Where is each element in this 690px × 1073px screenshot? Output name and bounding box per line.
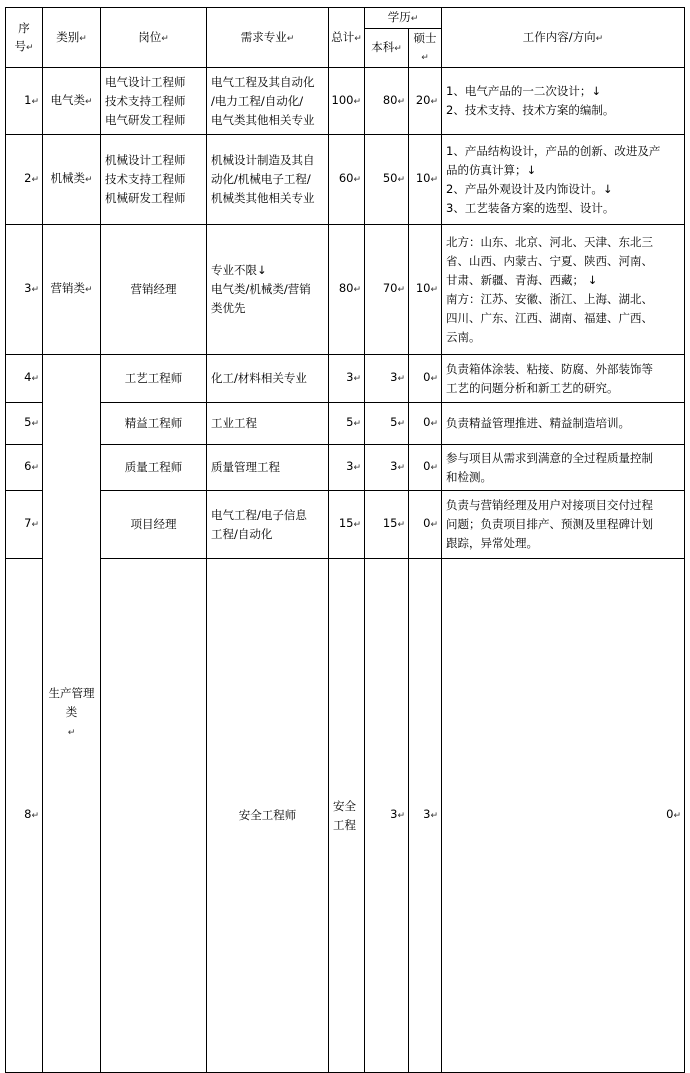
row-bachelor	[365, 135, 409, 225]
row-positions	[101, 68, 207, 135]
mark: ↵	[353, 419, 361, 429]
mark: ↵	[353, 374, 361, 384]
row-total-value: 3	[346, 370, 354, 384]
mark: ↵	[397, 419, 405, 429]
content-line: 品的仿真计算；↓	[446, 162, 537, 177]
mark: ↵	[430, 811, 439, 821]
major-line: 电气工程及其自动化	[211, 74, 315, 89]
position-line: 精益工程师	[124, 416, 183, 430]
major-line: 专业不限↓	[211, 263, 267, 277]
row-total-value: 100	[331, 92, 354, 107]
row-major	[207, 225, 329, 355]
content-line: 负责与营销经理及用户对接项目交付过程	[446, 498, 654, 512]
row-total-value: 3	[390, 807, 398, 821]
row-major	[207, 355, 329, 403]
header-content	[442, 8, 685, 68]
row-content	[442, 445, 685, 491]
row-major	[207, 68, 329, 135]
row-bachelor-value: 50	[382, 171, 398, 185]
mark: ↵	[353, 285, 361, 295]
row-positions	[101, 225, 207, 355]
row-bachelor-value: 3	[390, 370, 398, 384]
row-master-value: 0	[666, 807, 674, 821]
mark: ↵	[397, 285, 405, 295]
mark: ↵	[397, 811, 405, 821]
mark: ↵	[397, 374, 405, 384]
header-row-1	[6, 8, 685, 29]
major-line: 化工/材料相关专业	[211, 371, 307, 385]
mark: ↵	[84, 285, 93, 295]
mark: ↵	[84, 96, 93, 107]
row-master	[409, 445, 442, 491]
mark: ↵	[354, 33, 362, 44]
row-no-value: 8	[24, 807, 32, 821]
row-no	[6, 355, 43, 403]
row-content	[442, 68, 685, 135]
row-category	[43, 225, 101, 355]
row-master-value: 0	[423, 415, 431, 429]
row-master-value: 10	[415, 171, 431, 185]
content-line: 南方：江苏、安徽、浙江、上海、湖北、	[446, 291, 654, 306]
header-content-label: 工作内容/方向	[522, 29, 596, 44]
row-total-value: 5	[346, 415, 354, 429]
row-bachelor-value: 3	[390, 459, 398, 473]
row-no	[6, 445, 43, 491]
row-category-value: 营销类	[50, 281, 85, 295]
header-category	[43, 8, 101, 68]
header-bachelor-label: 本科	[371, 40, 395, 54]
major-line: 机械类其他相关专业	[211, 191, 315, 205]
mark: ↵	[673, 811, 682, 821]
mark: ↵	[353, 96, 361, 107]
position-line: 工艺工程师	[124, 371, 183, 385]
mark: ↵	[430, 374, 439, 384]
content-line: 省、山西、内蒙古、宁夏、陕西、河南、	[446, 253, 654, 268]
content-line: 北方：山东、北京、河北、天津、东北三	[446, 234, 654, 249]
row-no	[6, 403, 43, 445]
row-no-value: 5	[24, 415, 32, 429]
content-line: 问题；负责项目排产、预测及里程碑计划	[446, 517, 654, 531]
row-bachelor	[365, 445, 409, 491]
content-line: 云南。	[446, 329, 481, 344]
row-no	[6, 68, 43, 135]
row-master-value: 0	[423, 459, 431, 473]
header-master	[409, 29, 442, 68]
row-category	[43, 68, 101, 135]
row-total	[365, 559, 409, 1073]
row-bachelor-value: 80	[382, 92, 398, 107]
mark: ↵	[394, 44, 402, 54]
header-total-label: 总计	[331, 29, 355, 44]
row-master	[442, 559, 685, 1073]
position-line: 技术支持工程师	[105, 93, 186, 108]
row-content	[442, 491, 685, 559]
position-line: 机械研发工程师	[105, 191, 186, 205]
row-major	[207, 403, 329, 445]
row-master-value: 20	[415, 92, 431, 107]
major-line: 工业工程	[211, 416, 257, 430]
table-row	[6, 559, 685, 1073]
header-total	[329, 8, 365, 68]
row-master	[409, 355, 442, 403]
major-line: 质量管理工程	[211, 460, 280, 474]
mark: ↵	[31, 811, 39, 821]
row-bachelor-value: 70	[382, 281, 398, 295]
mark: ↵	[421, 53, 429, 63]
row-content	[442, 403, 685, 445]
row-no	[6, 135, 43, 225]
table-row	[6, 403, 685, 445]
content-line: 2、技术支持、技术方案的编制。	[446, 103, 615, 117]
recruitment-table-wrapper	[5, 7, 685, 1073]
content-line: 1、电气产品的一二次设计；↓	[446, 84, 601, 98]
content-line: 甘肃、新疆、青海、西藏； ↓	[446, 272, 598, 287]
row-bachelor	[365, 491, 409, 559]
row-major	[207, 491, 329, 559]
mark: ↵	[353, 175, 361, 185]
row-total-value: 80	[338, 281, 354, 295]
row-content	[442, 355, 685, 403]
content-line: 2、产品外观设计及内饰设计。↓	[446, 181, 613, 196]
content-line: 工艺的问题分析和新工艺的研究。	[446, 380, 619, 395]
mark: ↵	[67, 728, 76, 738]
mark: ↵	[353, 463, 361, 473]
content-line: 负责精益管理推进、精益制造培训。	[446, 416, 631, 430]
row-master-value: 0	[423, 516, 431, 530]
row-bachelor	[365, 225, 409, 355]
row-major	[207, 135, 329, 225]
position-line: 营销经理	[130, 282, 177, 296]
row-total	[329, 355, 365, 403]
mark: ↵	[79, 33, 87, 44]
table-row	[6, 68, 685, 135]
row-category-value: 电气类	[50, 92, 85, 107]
mark: ↵	[31, 374, 39, 384]
mark: ↵	[286, 33, 295, 44]
row-category-value: 生产管理类	[48, 686, 95, 719]
table-row	[6, 491, 685, 559]
position-line: 电气研发工程师	[105, 112, 186, 127]
table-row	[6, 445, 685, 491]
row-category	[43, 135, 101, 225]
row-no-value: 6	[24, 459, 32, 473]
row-total	[329, 445, 365, 491]
row-no	[6, 559, 43, 1073]
row-bachelor	[365, 403, 409, 445]
row-major	[329, 559, 365, 1073]
row-total	[329, 491, 365, 559]
row-positions	[101, 403, 207, 445]
position-line: 机械设计工程师	[105, 153, 186, 167]
row-bachelor	[409, 559, 442, 1073]
header-position	[101, 8, 207, 68]
row-total	[329, 403, 365, 445]
content-line: 1、产品结构设计，产品的创新、改进及产	[446, 143, 661, 158]
mark: ↵	[31, 96, 39, 107]
row-positions	[101, 445, 207, 491]
major-line: 动化/机械电子工程/	[211, 172, 311, 186]
row-no-value: 1	[24, 92, 32, 107]
header-no	[6, 8, 43, 68]
major-line: /电力工程/自动化/	[211, 93, 304, 108]
row-total-value: 15	[338, 516, 354, 530]
row-master	[409, 225, 442, 355]
mark: ↵	[397, 520, 405, 530]
major-line: 机械设计制造及其自	[211, 153, 315, 167]
row-no-value: 7	[24, 516, 32, 530]
row-bachelor	[365, 355, 409, 403]
mark: ↵	[595, 33, 604, 44]
row-master-value: 0	[423, 370, 431, 384]
content-line: 跟踪，异常处理。	[446, 536, 539, 550]
row-positions	[207, 559, 329, 1073]
major-line: 电气类其他相关专业	[211, 112, 315, 127]
header-no-line2: 号	[14, 38, 26, 53]
row-no-value: 3	[24, 281, 32, 295]
row-content	[442, 135, 685, 225]
table-row	[6, 355, 685, 403]
recruitment-table	[5, 7, 685, 1073]
mark: ↵	[397, 96, 405, 107]
mark: ↵	[31, 175, 39, 185]
header-education	[365, 8, 442, 29]
mark: ↵	[31, 463, 39, 473]
position-line: 安全工程师	[238, 808, 297, 822]
mark: ↵	[31, 520, 39, 530]
mark: ↵	[430, 96, 439, 107]
mark: ↵	[430, 419, 439, 429]
row-total-value: 3	[346, 459, 354, 473]
mark: ↵	[31, 285, 39, 295]
row-category-value: 机械类	[50, 171, 85, 185]
mark: ↵	[430, 463, 439, 473]
mark: ↵	[353, 520, 361, 530]
row-no	[6, 225, 43, 355]
row-category-empty	[101, 559, 207, 1073]
major-line: 安全工程	[333, 798, 356, 832]
header-category-label: 类别	[56, 29, 80, 44]
row-positions	[101, 355, 207, 403]
content-line: 四川、广东、江西、湖南、福建、广西、	[446, 310, 654, 325]
row-bachelor-value: 15	[382, 516, 398, 530]
content-line: 参与项目从需求到满意的全过程质量控制	[446, 450, 654, 465]
row-master	[409, 403, 442, 445]
mark: ↵	[161, 33, 169, 44]
mark: ↵	[25, 42, 34, 53]
row-content	[442, 225, 685, 355]
row-total-value: 60	[338, 171, 354, 185]
major-line: 工程/自动化	[211, 526, 273, 541]
major-line: 类优先	[211, 301, 246, 315]
mark: ↵	[397, 175, 405, 185]
mark: ↵	[84, 175, 93, 185]
header-major	[207, 8, 329, 68]
row-positions	[101, 135, 207, 225]
mark: ↵	[397, 463, 405, 473]
mark: ↵	[410, 14, 419, 24]
mark: ↵	[430, 285, 439, 295]
row-bachelor	[365, 68, 409, 135]
row-master	[409, 68, 442, 135]
row-total	[329, 68, 365, 135]
header-no-line1: 序	[18, 20, 30, 35]
table-row	[6, 135, 685, 225]
content-line: 和检测。	[446, 469, 493, 484]
content-line: 负责箱体涂装、粘接、防腐、外部装饰等	[446, 361, 654, 376]
row-bachelor-value: 5	[390, 415, 398, 429]
row-master	[409, 135, 442, 225]
row-master-value: 10	[415, 281, 431, 295]
position-line: 电气设计工程师	[105, 74, 186, 89]
mark: ↵	[430, 520, 439, 530]
row-master	[409, 491, 442, 559]
major-line: 电气工程/电子信息	[211, 507, 307, 522]
mark: ↵	[430, 175, 439, 185]
header-major-label: 需求专业	[240, 29, 287, 44]
header-master-label: 硕士	[413, 31, 437, 45]
row-no	[6, 491, 43, 559]
header-bachelor	[365, 29, 409, 68]
position-line: 项目经理	[130, 517, 177, 531]
header-education-label: 学历	[387, 10, 411, 24]
header-position-label: 岗位	[138, 29, 162, 44]
position-line: 技术支持工程师	[105, 172, 186, 186]
position-line: 质量工程师	[124, 460, 183, 474]
row-no-value: 2	[24, 171, 32, 185]
table-row	[6, 225, 685, 355]
mark: ↵	[31, 419, 39, 429]
row-major	[207, 445, 329, 491]
row-no-value: 4	[24, 370, 32, 384]
row-total	[329, 225, 365, 355]
row-total	[329, 135, 365, 225]
row-bachelor-value: 3	[423, 807, 431, 821]
content-line: 3、工艺装备方案的选型、设计。	[446, 200, 615, 215]
row-category-merged	[43, 355, 101, 1073]
row-positions	[101, 491, 207, 559]
major-line: 电气类/机械类/营销	[211, 282, 311, 296]
